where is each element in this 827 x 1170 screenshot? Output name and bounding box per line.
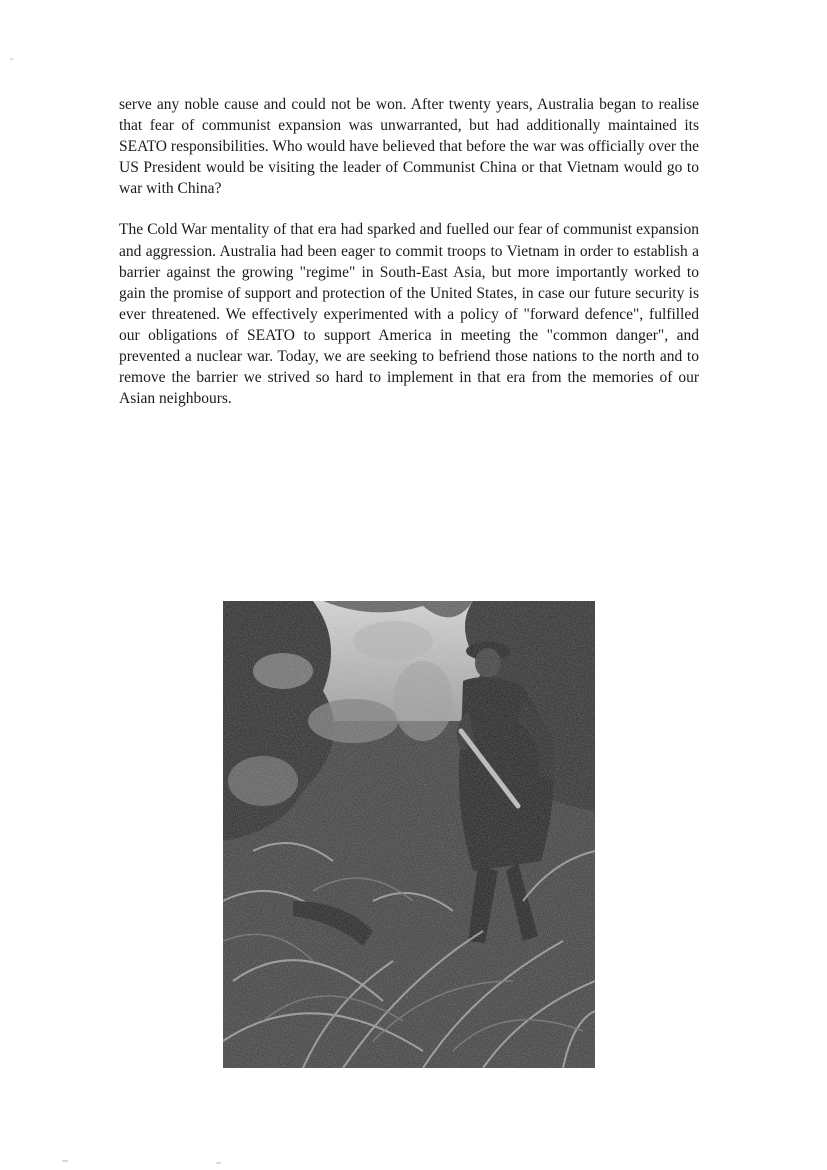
scan-speck (216, 1162, 221, 1164)
scan-speck (62, 1160, 68, 1162)
body-text (119, 94, 699, 429)
paragraph-1: serve any noble cause and could not be won. After twenty years, Australia began to realise that fear of communist expansion was unwarranted, but had additionally maintained its SEATO responsibilities. Who would have believed that before the war was officially over the US President would be visiting the leader of Communist China or that Vietnam would go to war with China? (119, 96, 699, 198)
photo-illustration (223, 601, 595, 1068)
scan-speck (10, 58, 13, 60)
paragraph-2: The Cold War mentality of that era had sparked and fuelled our fear of communist expansion and aggression. Australia had been eager to commit troops to Vietnam in order to establish a barrier against the growing "regime" in South-East Asia, but more importantly worked to gain the promise of support and protection of the United States, in case our future security is ever threatened. We effectively experimented with a policy of "forward defence", fulfilled our obligations of SEATO to support America in meeting the "common danger", and prevented a nuclear war. Today, we are seeking to befriend those nations to the north and to remove the barrier we strived so hard to implement in that era from the memories of our Asian neighbours. (119, 221, 699, 408)
soldier-jungle-photo (223, 601, 595, 1068)
